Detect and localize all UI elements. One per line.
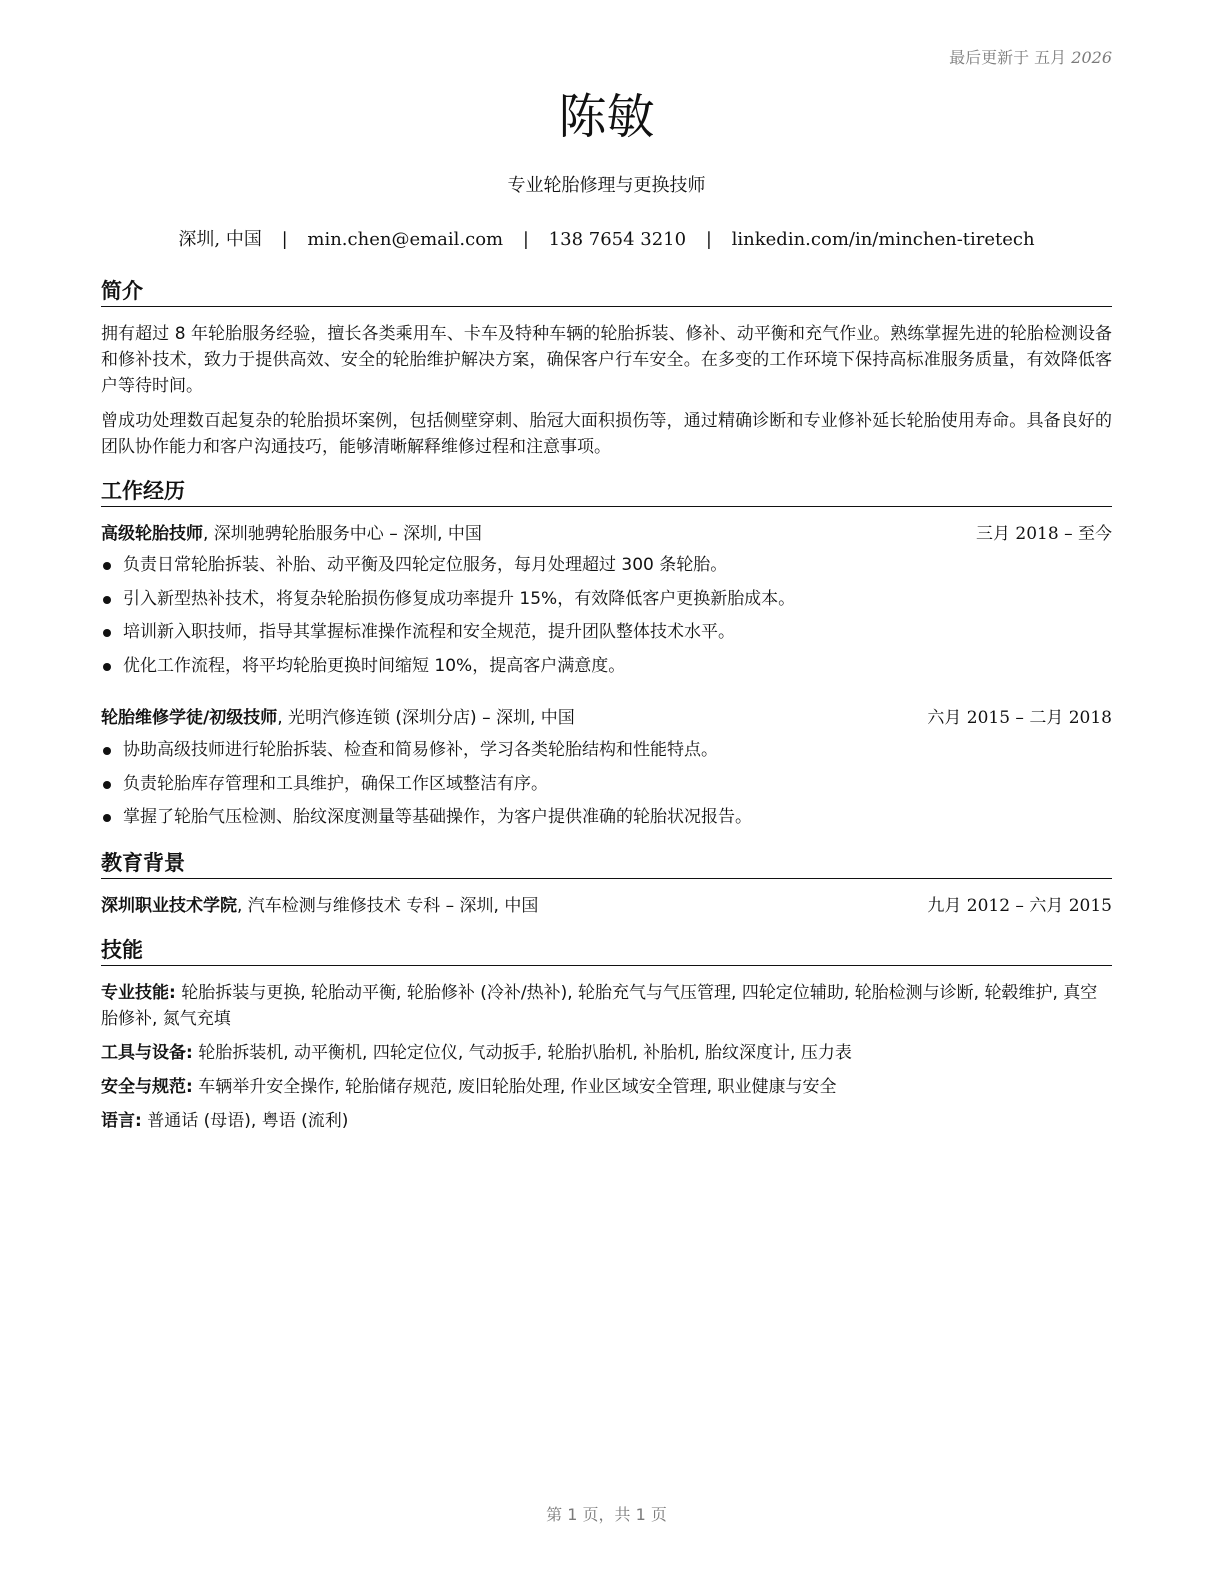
skills-row <box>101 1040 1112 1066</box>
contact-linkedin[interactable]: linkedin.com/in/minchen-tiretech <box>731 229 1035 250</box>
section-heading-skills: 技能 <box>101 936 1112 966</box>
list-item <box>101 552 1112 586</box>
last-updated <box>949 45 1112 68</box>
skills-value: 轮胎拆装与更换, 轮胎动平衡, 轮胎修补 (冷补/热补), 轮胎充气与气压管理, 四轮定位辅助, 轮胎检测与诊断, 轮毂维护, 真空胎修补, 氮气充填 <box>101 983 1098 1029</box>
list-item <box>101 653 1112 687</box>
job-org: , 光明汽修连锁 (深圳分店) – 深圳, 中国 <box>277 708 575 728</box>
job-bullet-list <box>101 737 1112 838</box>
bullet-icon <box>103 747 111 755</box>
bullet-icon <box>103 629 111 637</box>
skills-key: 语言: <box>101 1111 142 1131</box>
section-heading-experience: 工作经历 <box>101 477 1112 507</box>
job-dates: 六月 2015 – 二月 2018 <box>927 708 1112 728</box>
last-updated-label: 最后更新于 五月 <box>949 48 1067 67</box>
list-item <box>101 619 1112 653</box>
job-header <box>101 521 1112 547</box>
bullet-text: 负责日常轮胎拆装、补胎、动平衡及四轮定位服务，每月处理超过 300 条轮胎。 <box>123 555 728 575</box>
contact-phone: 138 7654 3210 <box>548 229 687 250</box>
contact-separator: | <box>705 229 712 250</box>
list-item <box>101 771 1112 805</box>
job-org: , 深圳驰骋轮胎服务中心 – 深圳, 中国 <box>203 524 482 544</box>
contact-line <box>101 225 1112 251</box>
bullet-text: 引入新型热补技术，将复杂轮胎损伤修复成功率提升 15%，有效降低客户更换新胎成本。 <box>123 588 796 609</box>
job-role: 高级轮胎技师 <box>101 524 203 544</box>
skills-row <box>101 1074 1112 1100</box>
bullet-text: 培训新入职技师，指导其掌握标准操作流程和安全规范，提升团队整体技术水平。 <box>123 622 735 642</box>
skills-row <box>101 980 1112 1032</box>
job-bullet-list <box>101 552 1112 686</box>
last-updated-year: 2026 <box>1071 48 1112 67</box>
list-item <box>101 804 1112 838</box>
bullet-text: 协助高级技师进行轮胎拆装、检查和简易修补，学习各类轮胎结构和性能特点。 <box>123 740 718 760</box>
bullet-icon <box>103 781 111 789</box>
job-role: 轮胎维修学徒/初级技师 <box>101 708 278 728</box>
bullet-icon <box>103 562 111 570</box>
job-header <box>101 705 1112 731</box>
bullet-text: 优化工作流程，将平均轮胎更换时间缩短 10%，提高客户满意度。 <box>123 655 626 676</box>
summary-paragraph: 曾成功处理数百起复杂的轮胎损坏案例，包括侧壁穿刺、胎冠大面积损伤等，通过精确诊断和专业修补延长轮胎使用寿命。具备良好的团队协作能力和客户沟通技巧，能够清晰解释维修过程和注意事项。 <box>101 411 1112 457</box>
skills-value: 车辆举升安全操作, 轮胎储存规范, 废旧轮胎处理, 作业区域安全管理, 职业健康与安全 <box>192 1077 837 1097</box>
contact-email[interactable]: min.chen@email.com <box>307 229 504 250</box>
skills-key: 安全与规范: <box>101 1077 193 1097</box>
bullet-icon <box>103 814 111 822</box>
job-dates: 三月 2018 – 至今 <box>976 524 1112 544</box>
list-item <box>101 586 1112 620</box>
resume-page <box>101 0 1112 1584</box>
candidate-title: 专业轮胎修理与更换技师 <box>507 175 706 196</box>
bullet-icon <box>103 596 111 604</box>
education-school: 深圳职业技术学院 <box>101 896 237 916</box>
skills-key: 专业技能: <box>101 983 176 1003</box>
candidate-name: 陈敏 <box>558 89 655 145</box>
bullet-icon <box>103 663 111 671</box>
contact-separator: | <box>281 229 288 250</box>
page-number: 第 1 页，共 1 页 <box>546 1505 667 1524</box>
contact-separator: | <box>522 229 529 250</box>
skills-row <box>101 1108 1112 1134</box>
skills-key: 工具与设备: <box>101 1043 193 1063</box>
education-dates: 九月 2012 – 六月 2015 <box>927 896 1112 916</box>
bullet-text: 负责轮胎库存管理和工具维护，确保工作区域整洁有序。 <box>123 773 548 794</box>
skills-list <box>101 980 1112 1142</box>
education-detail: , 汽车检测与维修技术 专科 – 深圳, 中国 <box>237 896 539 916</box>
summary-paragraph: 拥有超过 8 年轮胎服务经验，擅长各类乘用车、卡车及特种车辆的轮胎拆装、修补、动平衡和充气作业。熟练掌握先进的轮胎检测设备和修补技术，致力于提供高效、安全的轮胎维护解决方案，确保客户行车安全。在多变的工作环境下保持高标准服务质量，有效降低客户等待时间。 <box>101 324 1112 396</box>
education-entry <box>101 893 1112 919</box>
list-item <box>101 737 1112 771</box>
section-heading-summary: 简介 <box>101 277 1112 307</box>
bullet-text: 掌握了轮胎气压检测、胎纹深度测量等基础操作，为客户提供准确的轮胎状况报告。 <box>123 807 752 827</box>
section-heading-education: 教育背景 <box>101 849 1112 879</box>
skills-value: 普通话 (母语), 粤语 (流利) <box>141 1111 349 1131</box>
contact-location: 深圳, 中国 <box>178 229 262 250</box>
skills-value: 轮胎拆装机, 动平衡机, 四轮定位仪, 气动扳手, 轮胎扒胎机, 补胎机, 胎纹深度计, 压力表 <box>192 1043 852 1063</box>
